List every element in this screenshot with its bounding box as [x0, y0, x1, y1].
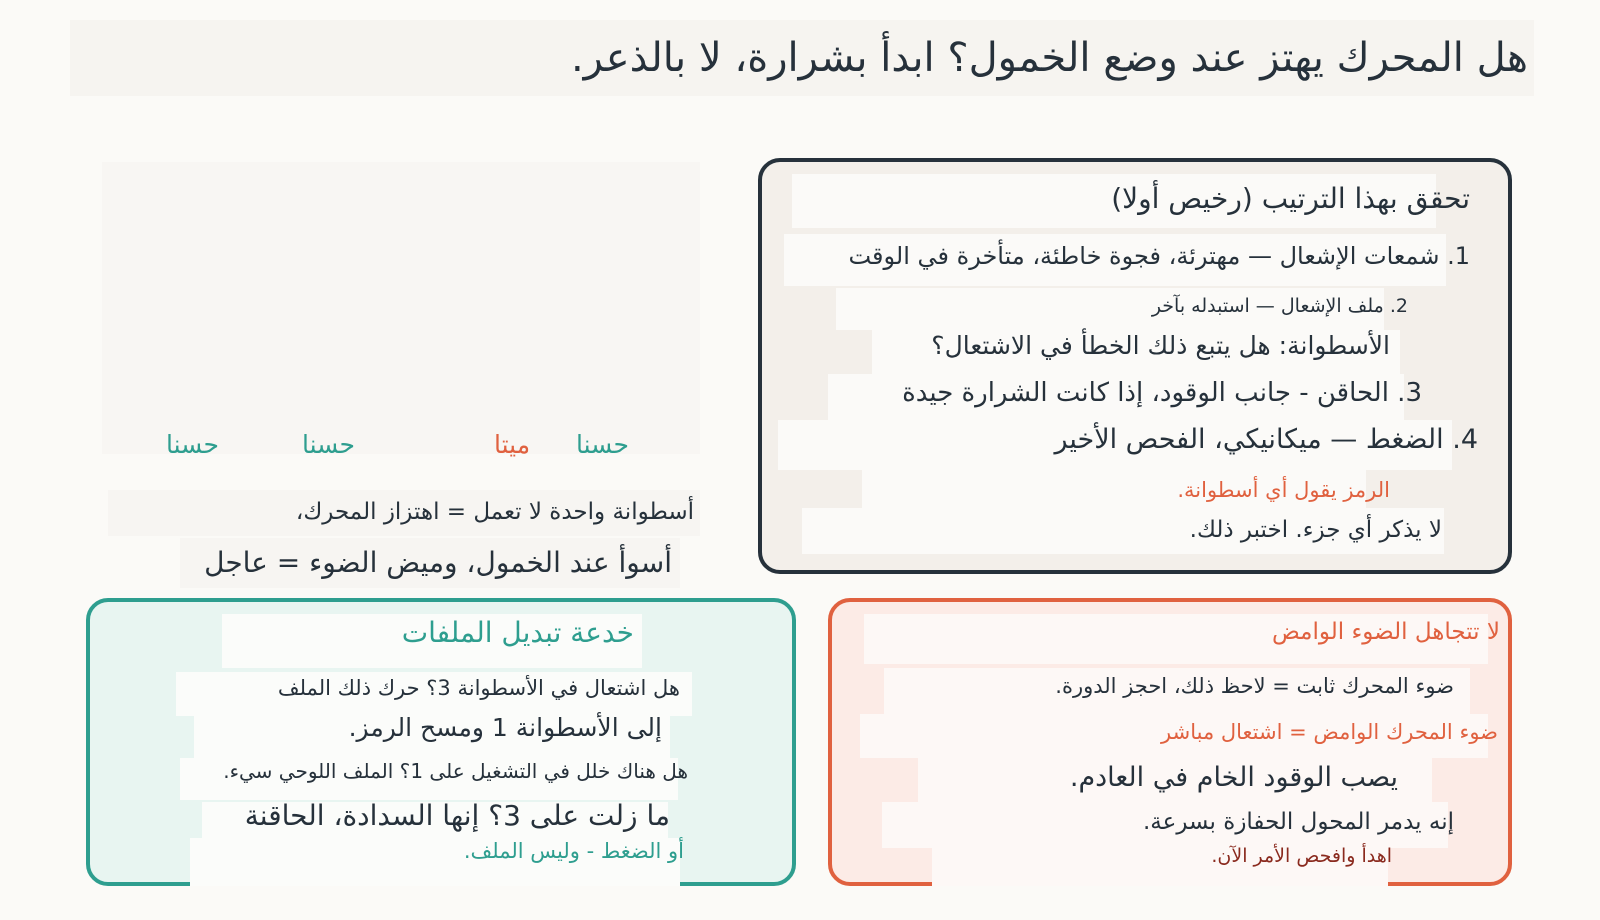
caption-line-1: أسطوانة واحدة لا تعمل = اهتزاز المحرك،	[295, 499, 694, 525]
check-item-1: 1. شمعات الإشعال — مهترئة، فجوة خاطئة، متأخرة في الوقت	[848, 242, 1470, 270]
engine-illustration-area	[102, 162, 700, 454]
warn-box-heading: لا تتجاهل الضوء الوامض	[1271, 619, 1500, 645]
swap-line-1: هل اشتعال في الأسطوانة 3؟ حرك ذلك الملف	[277, 676, 680, 700]
check-note-test: لا يذكر أي جزء. اختبر ذلك.	[1189, 517, 1442, 543]
swap-line-4: ما زلت على 3؟ إنها السدادة، الحاقنة	[244, 799, 670, 832]
swap-line-3: هل هناك خلل في التشغيل على 1؟ الملف اللوحي سيء.	[223, 759, 688, 783]
warn-line-3: يصب الوقود الخام في العادم.	[1069, 762, 1398, 793]
check-note-code: الرمز يقول أي أسطوانة.	[1177, 478, 1390, 502]
swap-line-2: إلى الأسطوانة 1 ومسح الرمز.	[348, 713, 662, 742]
cylinder-4-label: حسنا	[576, 430, 629, 459]
page-title: هل المحرك يهتز عند وضع الخمول؟ ابدأ بشرارة، لا بالذعر.	[570, 35, 1528, 81]
check-item-2-detail: الأسطوانة: هل يتبع ذلك الخطأ في الاشتعال؟	[931, 331, 1390, 360]
swap-line-5: أو الضغط - وليس الملف.	[463, 839, 684, 863]
check-item-3: 3. الحاقن - جانب الوقود، إذا كانت الشرارة جيدة	[902, 378, 1422, 408]
warn-line-4: إنه يدمر المحول الحفازة بسرعة.	[1142, 809, 1454, 835]
check-item-4: 4. الضغط — ميكانيكي، الفحص الأخير	[1054, 424, 1478, 455]
cylinder-1-label: حسنا	[166, 430, 219, 459]
caption-line-2: أسوأ عند الخمول، وميض الضوء = عاجل	[204, 546, 672, 579]
check-item-2: 2. ملف الإشعال — استبدله بآخر	[1151, 295, 1408, 317]
warn-line-1: ضوء المحرك ثابت = لاحظ ذلك، احجز الدورة.	[1055, 674, 1454, 698]
warn-line-2: ضوء المحرك الوامض = اشتعال مباشر	[1161, 720, 1498, 744]
check-box-heading: تحقق بهذا الترتيب (رخيص أولا)	[1111, 182, 1470, 215]
cylinder-2-label: حسنا	[302, 430, 355, 459]
warn-line-5: اهدأ وافحص الأمر الآن.	[1211, 845, 1392, 867]
swap-box-heading: خدعة تبديل الملفات	[401, 616, 634, 649]
cylinder-3-label: ميتا	[494, 430, 531, 459]
